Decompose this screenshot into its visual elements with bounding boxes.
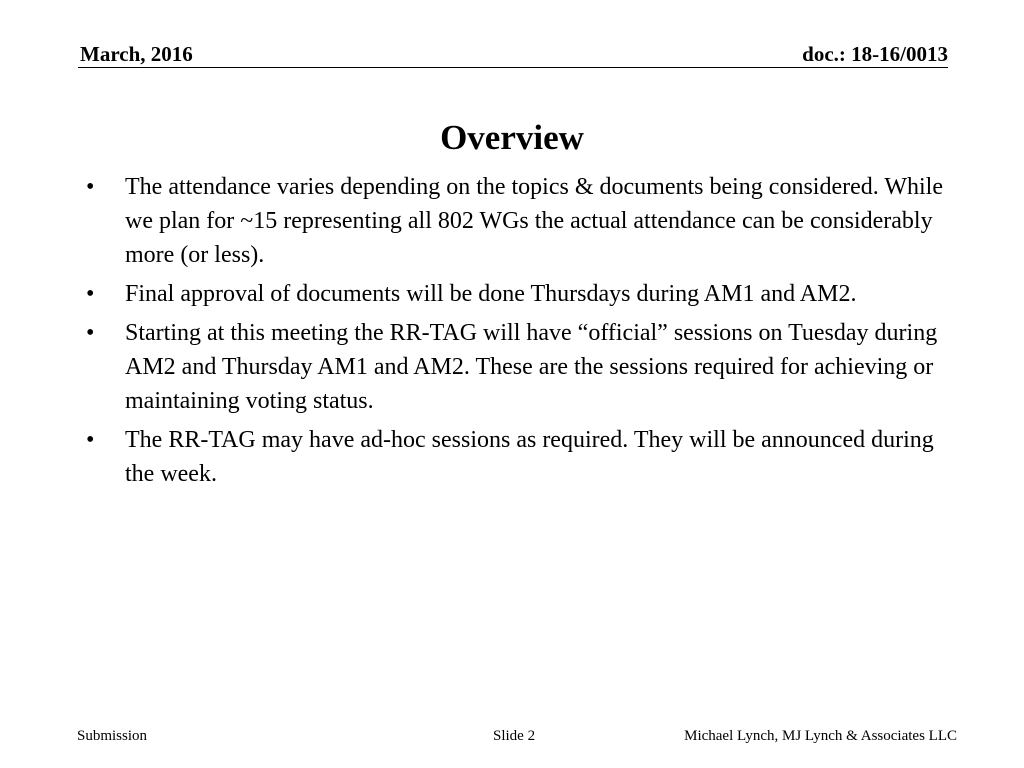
bullet-item bbox=[82, 277, 962, 311]
footer-submission: Submission bbox=[77, 728, 148, 744]
header-date: March, 2016 bbox=[80, 42, 193, 66]
bullet-text: Starting at this meeting the RR-TAG will have “official” sessions on Tuesday during AM2 and Thursday AM1 and AM2. These are the sessions required for achieving or maintaining voting status. bbox=[125, 320, 938, 414]
bullet-list bbox=[82, 170, 962, 496]
bullet-marker: • bbox=[86, 320, 95, 346]
bullet-text: The attendance varies depending on the topics & documents being considered. While we plan for ~15 representing all 802 WGs the actual attendance can be considerably more (or less). bbox=[125, 174, 943, 268]
footer-author: Michael Lynch, MJ Lynch & Associates LLC bbox=[684, 728, 957, 744]
bullet-item bbox=[82, 423, 962, 491]
bullet-text: Final approval of documents will be done Thursdays during AM1 and AM2. bbox=[125, 281, 857, 307]
bullet-marker: • bbox=[86, 281, 95, 307]
footer-slide-number: Slide 2 bbox=[493, 728, 536, 744]
bullet-marker: • bbox=[86, 174, 95, 200]
header-divider bbox=[78, 67, 948, 68]
bullet-item bbox=[82, 316, 962, 418]
bullet-text: The RR-TAG may have ad-hoc sessions as required. They will be announced during the week. bbox=[125, 427, 934, 487]
header-doc-number: doc.: 18-16/0013 bbox=[802, 42, 948, 66]
bullet-item bbox=[82, 170, 962, 272]
slide-title: Overview bbox=[440, 118, 584, 157]
bullet-marker: • bbox=[86, 427, 95, 453]
